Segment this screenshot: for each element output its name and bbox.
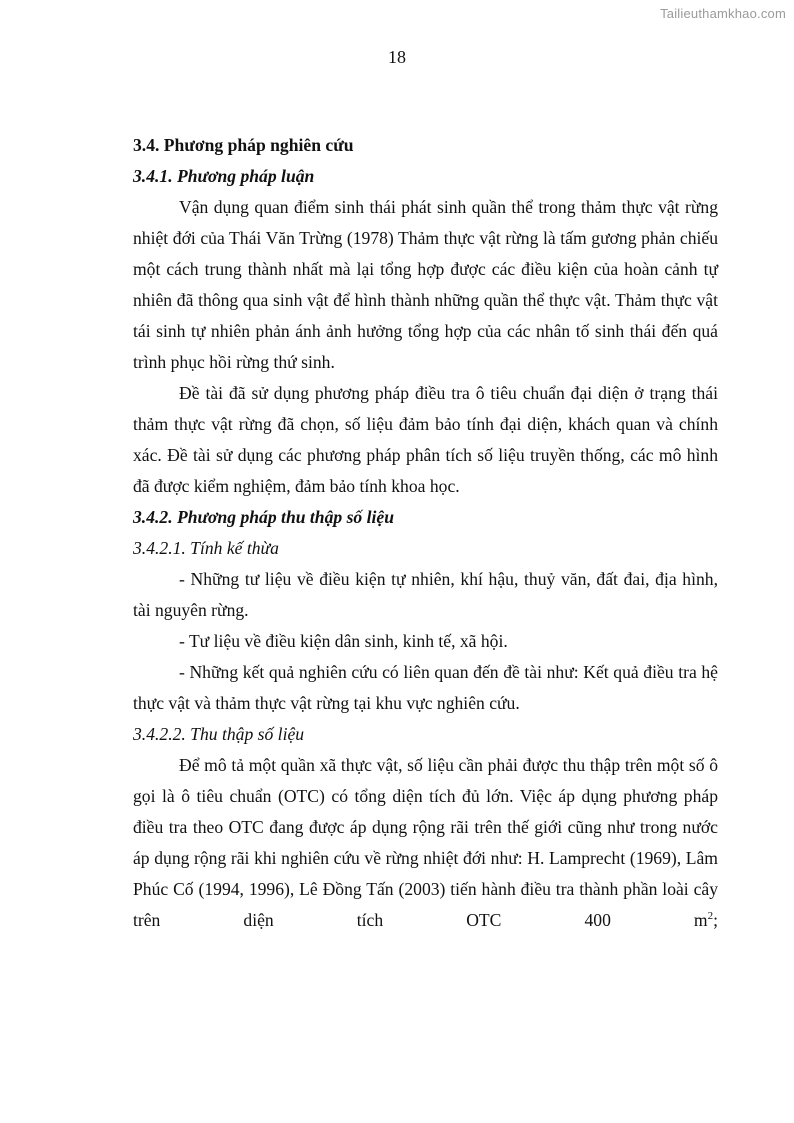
paragraph-methodology-1: Vận dụng quan điểm sinh thái phát sinh quần thể trong thảm thực vật rừng nhiệt đới của Thái Văn Trừng (1978) Thảm thực vật rừng là tấm gương phản chiếu một cách trung thành nhất mà lại tổng hợp được các điều kiện của hoàn cảnh tự nhiên đã thông qua sinh vật để hình thành những quần thể thực vật. Thảm thực vật tái sinh tự nhiên phản ánh ảnh hưởng tổng hợp của các nhân tố sinh thái đến quá trình phục hồi rừng thứ sinh. (133, 197, 718, 372)
paragraph-methodology-2: Đề tài đã sử dụng phương pháp điều tra ô tiêu chuẩn đại diện ở trạng thái thảm thực vật rừng đã chọn, số liệu đảm bảo tính đại diện, khách quan và chính xác. Đề tài sử dụng các phương pháp phân tích số liệu truyền thống, các mô hình đã được kiểm nghiệm, đảm bảo tính khoa học. (133, 383, 718, 496)
section-heading-3-4-2-2: 3.4.2.2. Thu thập số liệu (133, 724, 305, 744)
section-heading-3-4: 3.4. Phương pháp nghiên cứu (133, 135, 354, 155)
section-heading-3-4-2: 3.4.2. Phương pháp thu thập số liệu (133, 507, 394, 527)
paragraph-data-collection (133, 750, 718, 936)
section-heading-3-4-2-1: 3.4.2.1. Tính kế thừa (133, 538, 279, 558)
list-item-natural-conditions: - Những tư liệu về điều kiện tự nhiên, khí hậu, thuỷ văn, đất đai, địa hình, tài nguyên rừng. (133, 569, 718, 620)
list-item-socioeconomic: - Tư liệu về điều kiện dân sinh, kinh tế, xã hội. (179, 631, 508, 651)
paragraph-data-collection-tail: ; (713, 910, 718, 930)
superscript-2: 2 (707, 910, 714, 923)
page-number: 18 (388, 47, 406, 67)
paragraph-data-collection-text: Để mô tả một quần xã thực vật, số liệu cần phải được thu thập trên một số ô gọi là ô tiêu chuẩn (OTC) có tổng diện tích đủ lớn. Việc áp dụng phương pháp điều tra theo OTC đang được áp dụng rộng rãi trên thế giới cũng như trong nước áp dụng rộng rãi khi nghiên cứu về rừng nhiệt đới như: H. Lamprecht (1969), Lâm Phúc Cố (1994, 1996), Lê Đồng Tấn (2003) tiến hành điều tra thành phần loài cây trên diện tích OTC 400 m (133, 755, 718, 930)
document-body (133, 130, 718, 936)
section-heading-3-4-1: 3.4.1. Phương pháp luận (133, 166, 315, 186)
watermark: Tailieuthamkhao.com (660, 6, 786, 21)
list-item-research-results: - Những kết quả nghiên cứu có liên quan đến đề tài như: Kết quả điều tra hệ thực vật và thảm thực vật rừng tại khu vực nghiên cứu. (133, 662, 718, 713)
